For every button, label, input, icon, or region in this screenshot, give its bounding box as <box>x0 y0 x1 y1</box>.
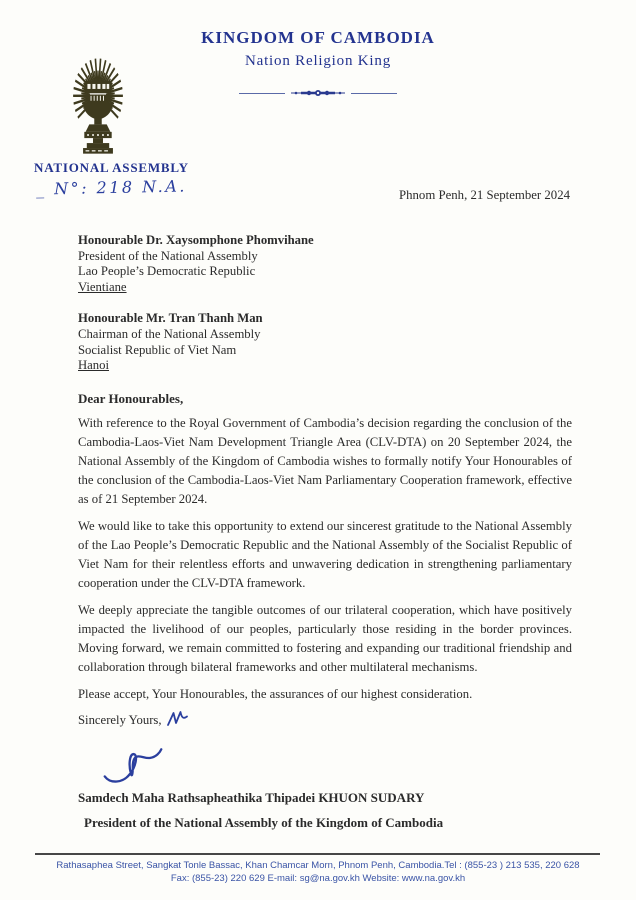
recipient-name: Honourable Dr. Xaysomphone Phomvihane <box>78 233 314 247</box>
date-line: Phnom Penh, 21 September 2024 <box>399 188 570 202</box>
recipient-city: Vientiane <box>78 279 127 294</box>
recipient-role: Chairman of the National Assembly <box>78 326 261 341</box>
kingdom-title: KINGDOM OF CAMBODIA <box>201 28 435 47</box>
footer-address-line: Rathasaphea Street, Sangkat Tonle Bassac, Khan Chamcar Morn, Phnom Penh, Cambodia.Tel : (855-23 ) 213 535, 220 628 <box>56 860 580 871</box>
valediction <box>78 710 572 730</box>
recipient-country: Lao People’s Democratic Republic <box>78 264 256 279</box>
recipient-block-laos <box>78 233 572 295</box>
divider-ornament-icon <box>289 88 347 98</box>
valediction-text: Sincerely Yours, <box>78 713 162 728</box>
paragraph-3: We deeply appreciate the tangible outcomes of our trilateral cooperation, which have positively impacted the livelihood of our peoples, particularly those residing in the border provinces. Moving forward, we remain committed to fostering and expanding our traditional friendship and collaboration through bilateral frameworks and other multilateral mechanisms. <box>78 603 572 675</box>
footer-contact-line: Fax: (855-23) 220 629 E-mail: sg@na.gov.kh Website: www.na.gov.kh <box>170 873 466 884</box>
recipient-role: President of the National Assembly <box>78 248 258 263</box>
divider-line-right <box>351 93 397 94</box>
closing-courtesy: Please accept, Your Honourables, the assurances of our highest consideration. <box>78 687 473 702</box>
recipient-city: Hanoi <box>78 358 110 373</box>
national-assembly-emblem-icon <box>66 46 130 158</box>
reference-number: _ N°: 218 N.A. <box>35 176 188 199</box>
recipient-block-vietnam <box>78 311 572 373</box>
footer-rule <box>35 853 600 855</box>
divider-line-left <box>239 93 285 94</box>
signature <box>100 740 572 790</box>
signatory-title: President of the National Assembly of the Kingdom of Cambodia <box>84 814 444 830</box>
salutation: Dear Honourables, <box>78 390 184 406</box>
signatory-name: Samdech Maha Rathsapheathika Thipadei KHUON SUDARY <box>78 790 425 806</box>
paragraph-1: With reference to the Royal Government of Cambodia’s decision regarding the conclusion of the Cambodia-Laos-Viet Nam Development Triangle Area (CLV-DTA) on 20 September 2024, the National Assembly of the Kingdom of Cambodia wishes to formally notify Your Honourables of the conclusion of the Cambodia-Laos-Viet Nam Parliamentary Cooperation framework, effective as of 21 September 2024. <box>78 416 572 507</box>
recipient-name: Honourable Mr. Tran Thanh Man <box>78 311 263 326</box>
letter-body <box>78 233 572 831</box>
footer <box>0 859 636 885</box>
signature-ink-icon <box>100 740 176 790</box>
org-name: NATIONAL ASSEMBLY <box>34 160 189 175</box>
paragraph-2: We would like to take this opportunity to extend our sincerest gratitude to the National Assembly of the Lao People’s Democratic Republic and the National Assembly of the Socialist Republic of Viet Nam for their relentless efforts and unwavering dedication in strengthening parliamentary cooperation under the CLV-DTA framework. <box>78 519 572 591</box>
recipient-country: Socialist Republic of Viet Nam <box>78 342 237 357</box>
national-motto: Nation Religion King <box>245 53 391 69</box>
handwritten-initial-icon <box>166 710 190 728</box>
